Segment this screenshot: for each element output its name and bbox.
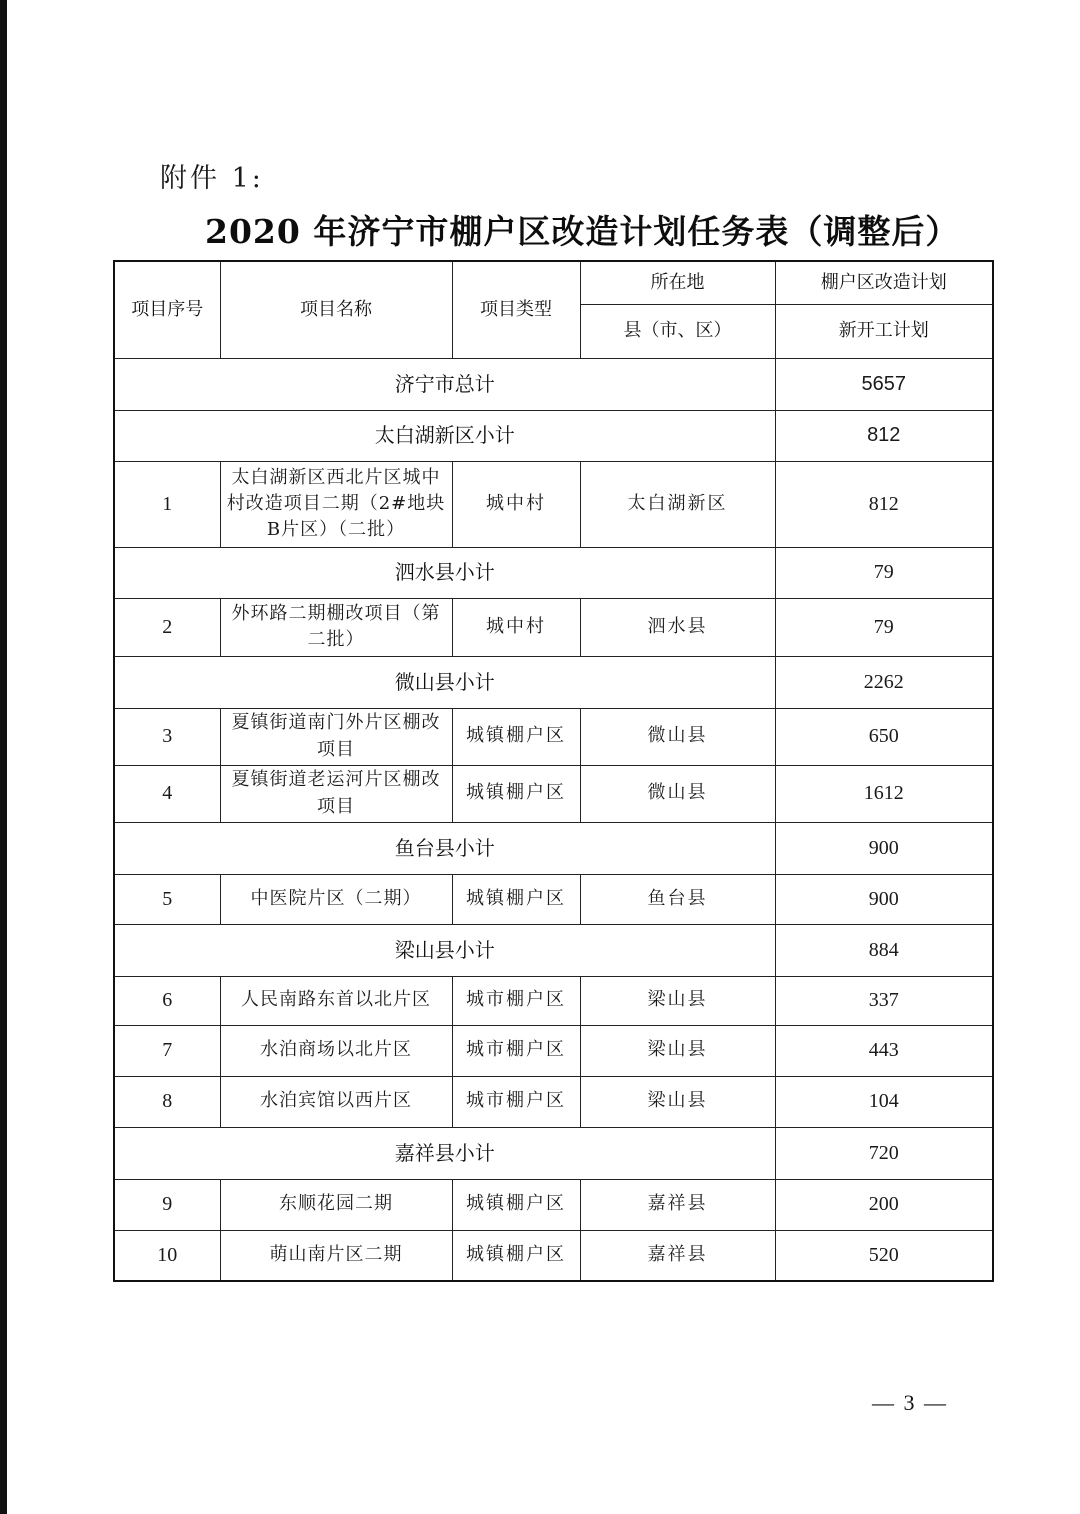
row-project-type: 城镇棚户区 bbox=[452, 708, 580, 765]
row-plan: 443 bbox=[775, 1025, 993, 1076]
subtotal-row bbox=[114, 547, 993, 598]
page-number: — 3 — bbox=[872, 1390, 948, 1415]
table-row bbox=[114, 461, 993, 547]
row-location: 嘉祥县 bbox=[580, 1230, 775, 1281]
row-seq: 1 bbox=[114, 461, 220, 547]
row-project-name: 夏镇街道南门外片区棚改项目 bbox=[220, 708, 452, 765]
row-location: 梁山县 bbox=[580, 976, 775, 1025]
row-seq: 5 bbox=[114, 874, 220, 924]
row-seq: 8 bbox=[114, 1076, 220, 1127]
subtotal-row bbox=[114, 656, 993, 708]
subtotal-row bbox=[114, 1127, 993, 1179]
subtotal-value: 900 bbox=[775, 822, 993, 874]
subtotal-label: 太白湖新区小计 bbox=[114, 410, 775, 461]
subtotal-label: 嘉祥县小计 bbox=[114, 1127, 775, 1179]
table-row bbox=[114, 1025, 993, 1076]
table-row bbox=[114, 874, 993, 924]
attachment-label: 附件 1: bbox=[160, 163, 264, 194]
header-plan: 新开工计划 bbox=[775, 304, 993, 358]
subtotal-value: 812 bbox=[775, 410, 993, 461]
row-seq: 2 bbox=[114, 598, 220, 656]
subtotal-label: 微山县小计 bbox=[114, 656, 775, 708]
row-project-type: 城市棚户区 bbox=[452, 1076, 580, 1127]
grand-total-row bbox=[114, 358, 993, 410]
grand-total-value: 5657 bbox=[775, 358, 993, 410]
row-project-type: 城中村 bbox=[452, 461, 580, 547]
row-seq: 3 bbox=[114, 708, 220, 765]
row-location: 梁山县 bbox=[580, 1025, 775, 1076]
row-seq: 4 bbox=[114, 765, 220, 822]
row-plan: 200 bbox=[775, 1179, 993, 1230]
row-plan: 337 bbox=[775, 976, 993, 1025]
row-plan: 520 bbox=[775, 1230, 993, 1281]
row-location: 微山县 bbox=[580, 708, 775, 765]
table-row bbox=[114, 1179, 993, 1230]
row-project-name: 太白湖新区西北片区城中村改造项目二期（2#地块B片区）（二批） bbox=[220, 461, 452, 547]
row-project-type: 城镇棚户区 bbox=[452, 1230, 580, 1281]
subtotal-label: 泗水县小计 bbox=[114, 547, 775, 598]
header-location: 县（市、区） bbox=[580, 304, 775, 358]
row-location: 微山县 bbox=[580, 765, 775, 822]
row-project-type: 城中村 bbox=[452, 598, 580, 656]
subtotal-value: 2262 bbox=[775, 656, 993, 708]
row-plan: 1612 bbox=[775, 765, 993, 822]
subtotal-value: 720 bbox=[775, 1127, 993, 1179]
subtotal-row bbox=[114, 822, 993, 874]
header-location-group: 所在地 bbox=[580, 261, 775, 304]
header-seq: 项目序号 bbox=[114, 261, 220, 358]
row-project-type: 城市棚户区 bbox=[452, 976, 580, 1025]
row-plan: 79 bbox=[775, 598, 993, 656]
table-row bbox=[114, 765, 993, 822]
subtotal-value: 884 bbox=[775, 924, 993, 976]
row-project-name: 水泊宾馆以西片区 bbox=[220, 1076, 452, 1127]
row-project-name: 夏镇街道老运河片区棚改项目 bbox=[220, 765, 452, 822]
row-seq: 9 bbox=[114, 1179, 220, 1230]
row-plan: 104 bbox=[775, 1076, 993, 1127]
subtotal-row bbox=[114, 410, 993, 461]
scan-edge-border bbox=[0, 0, 7, 1514]
row-project-name: 萌山南片区二期 bbox=[220, 1230, 452, 1281]
plan-task-table bbox=[113, 260, 994, 1282]
row-plan: 650 bbox=[775, 708, 993, 765]
table-row bbox=[114, 598, 993, 656]
row-seq: 7 bbox=[114, 1025, 220, 1076]
row-location: 太白湖新区 bbox=[580, 461, 775, 547]
row-seq: 10 bbox=[114, 1230, 220, 1281]
header-plan-group: 棚户区改造计划 bbox=[775, 261, 993, 304]
row-project-name: 中医院片区（二期） bbox=[220, 874, 452, 924]
header-type: 项目类型 bbox=[452, 261, 580, 358]
table-row bbox=[114, 1076, 993, 1127]
subtotal-label: 梁山县小计 bbox=[114, 924, 775, 976]
subtotal-label: 鱼台县小计 bbox=[114, 822, 775, 874]
row-project-name: 人民南路东首以北片区 bbox=[220, 976, 452, 1025]
row-project-name: 外环路二期棚改项目（第二批） bbox=[220, 598, 452, 656]
row-project-type: 城镇棚户区 bbox=[452, 874, 580, 924]
row-seq: 6 bbox=[114, 976, 220, 1025]
row-project-name: 东顺花园二期 bbox=[220, 1179, 452, 1230]
row-location: 泗水县 bbox=[580, 598, 775, 656]
row-project-type: 城镇棚户区 bbox=[452, 1179, 580, 1230]
row-project-name: 水泊商场以北片区 bbox=[220, 1025, 452, 1076]
row-location: 梁山县 bbox=[580, 1076, 775, 1127]
row-plan: 900 bbox=[775, 874, 993, 924]
header-name: 项目名称 bbox=[220, 261, 452, 358]
row-location: 嘉祥县 bbox=[580, 1179, 775, 1230]
document-title: 2020 年济宁市棚户区改造计划任务表（调整后） bbox=[205, 212, 960, 251]
table-row bbox=[114, 708, 993, 765]
row-project-type: 城镇棚户区 bbox=[452, 765, 580, 822]
subtotal-row bbox=[114, 924, 993, 976]
header-row-1 bbox=[114, 261, 993, 304]
row-project-type: 城市棚户区 bbox=[452, 1025, 580, 1076]
table-row bbox=[114, 976, 993, 1025]
grand-total-label: 济宁市总计 bbox=[114, 358, 775, 410]
row-location: 鱼台县 bbox=[580, 874, 775, 924]
table-row bbox=[114, 1230, 993, 1281]
row-plan: 812 bbox=[775, 461, 993, 547]
subtotal-value: 79 bbox=[775, 547, 993, 598]
